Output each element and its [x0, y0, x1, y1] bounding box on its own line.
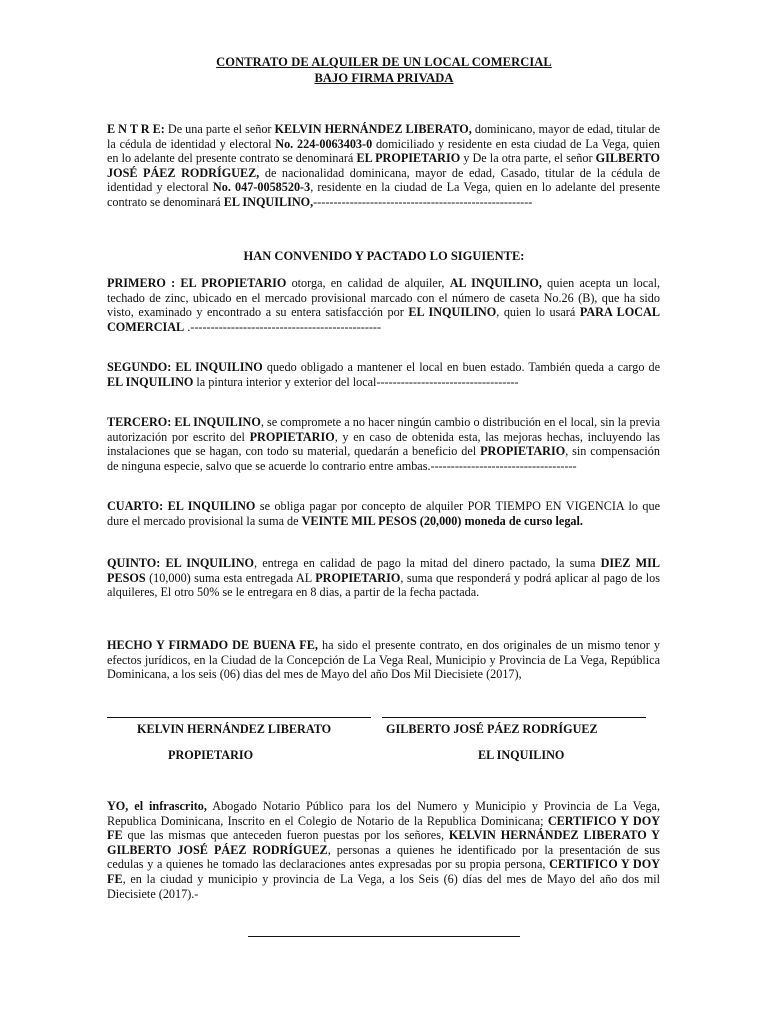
clause-primero: PRIMERO : EL PROPIETARIO otorga, en calidad de alquiler, AL INQUILINO, quien acepta un local, techado de zinc, ubicado en el mercado provisional marcado con el número de caseta No.26 (B), que ha sido visto, examinado y encontrado a su entera satisfacción por EL INQUILINO, quien lo usará PARA LOCAL COMERCIAL .-----------------------------------------------	[107, 276, 660, 334]
signature-line-tenant	[382, 717, 646, 718]
owner-id: No. 224-0063403-0	[275, 136, 373, 151]
clause-quinto: QUINTO: EL INQUILINO, entrega en calidad de pago la mitad del dinero pactado, la suma DIEZ MIL PESOS (10,000) suma esta entregada AL PROPIETARIO, suma que responderá y podrá aplicar al pago de los alquileres, El otro 50% se le entregara en 8 dias, a partir de la fecha pactada.	[107, 556, 661, 600]
tenant-id: No. 047-0058520-3	[212, 180, 311, 195]
signature-line-owner	[107, 717, 371, 718]
signature-name-tenant: GILBERTO JOSÉ PÁEZ RODRÍGUEZ	[386, 722, 598, 736]
tenant-name: GILBERTO JOSÉ PÁEZ RODRÍGUEZ,	[107, 151, 660, 180]
clause-segundo: SEGUNDO: EL INQUILINO quedo obligado a mantener el local en buen estado. También queda a cargo de EL INQUILINO la pintura interior y exterior del local-----------------------------------	[107, 360, 660, 389]
document-subtitle: BAJO FIRMA PRIVADA	[314, 71, 454, 85]
hecho-paragraph: HECHO Y FIRMADO DE BUENA FE, ha sido el presente contrato, en dos originales de un mismo tenor y efectos jurídicos, en la Ciudad de la Concepción de La Vega Real, Municipio y Provincia de La Vega, República Dominicana, a los seis (06) dias del mes de Mayo del año Dos Mil Diecisiete (2017),	[107, 638, 660, 682]
owner-role: EL PROPIETARIO	[356, 151, 461, 166]
tenant-role: EL INQUILINO,	[223, 194, 314, 209]
entre-label: E N T R E:	[107, 122, 165, 136]
clause-cuarto: CUARTO: EL INQUILINO se obliga pagar por concepto de alquiler POR TIEMPO EN VIGENCIA lo que dure el mercado provisional la suma de VEINTE MIL PESOS (20,000) moneda de curso legal.	[107, 499, 660, 528]
notary-signature-line	[248, 936, 520, 937]
signature-role-tenant: EL INQUILINO	[478, 748, 565, 762]
clause-tercero: TERCERO: EL INQUILINO, se compromete a no hacer ningún cambio o distribución en el local, sin la previa autorización por escrito del PROPIETARIO, y en caso de obtenida esta, las mejoras hechas, incluyendo las instalaciones que se hagan, con todo su material, quedarán a beneficio del PROPIETARIO, sin compensación de ninguna especie, salvo que se acuerde lo contrario entre ambas.------------------------------------	[107, 415, 660, 473]
signature-name-owner: KELVIN HERNÁNDEZ LIBERATO	[137, 722, 332, 736]
signature-role-owner: PROPIETARIO	[168, 748, 254, 762]
owner-name: KELVIN HERNÁNDEZ LIBERATO,	[274, 122, 472, 136]
document-title: CONTRATO DE ALQUILER DE UN LOCAL COMERCIAL	[216, 55, 552, 69]
clauses-heading: HAN CONVENIDO Y PACTADO LO SIGUIENTE:	[243, 249, 525, 263]
entre-paragraph: E N T R E: De una parte el señor KELVIN HERNÁNDEZ LIBERATO, dominicano, mayor de edad, titular de la cédula de identidad y electoral No. 224-0063403-0 domiciliado y residente en esta ciudad de La Vega, quien en lo adelante del presente contrato se denominará EL PROPIETARIO y De la otra parte, el señor GILBERTO JOSÉ PÁEZ RODRÍGUEZ, de nacionalidad dominicana, mayor de edad, Casado, titular de la cédula de identidad y electoral No. 047-0058520-3, residente en la ciudad de La Vega, quien en lo adelante del presente contrato se denominará EL INQUILINO,------------------------------------------------------	[107, 122, 661, 209]
notary-paragraph: YO, el infrascrito, Abogado Notario Público para los del Numero y Municipio y Provincia de La Vega, Republica Dominicana, Inscrito en el Colegio de Notario de la Republica Dominicana; CERTIFICO Y DOY FE que las mismas que anteceden fueron puestas por los señores, KELVIN HERNÁNDEZ LIBERATO Y GILBERTO JOSÉ PÁEZ RODRÍGUEZ, personas a quienes he identificado por la presentación de sus cedulas y a quienes he tomado las declaraciones antes expresadas por su propia persona, CERTIFICO Y DOY FE, en la ciudad y municipio y provincia de La Vega, a los Seis (6) días del mes de Mayo del año dos mil Diecisiete (2017).-	[107, 799, 661, 901]
